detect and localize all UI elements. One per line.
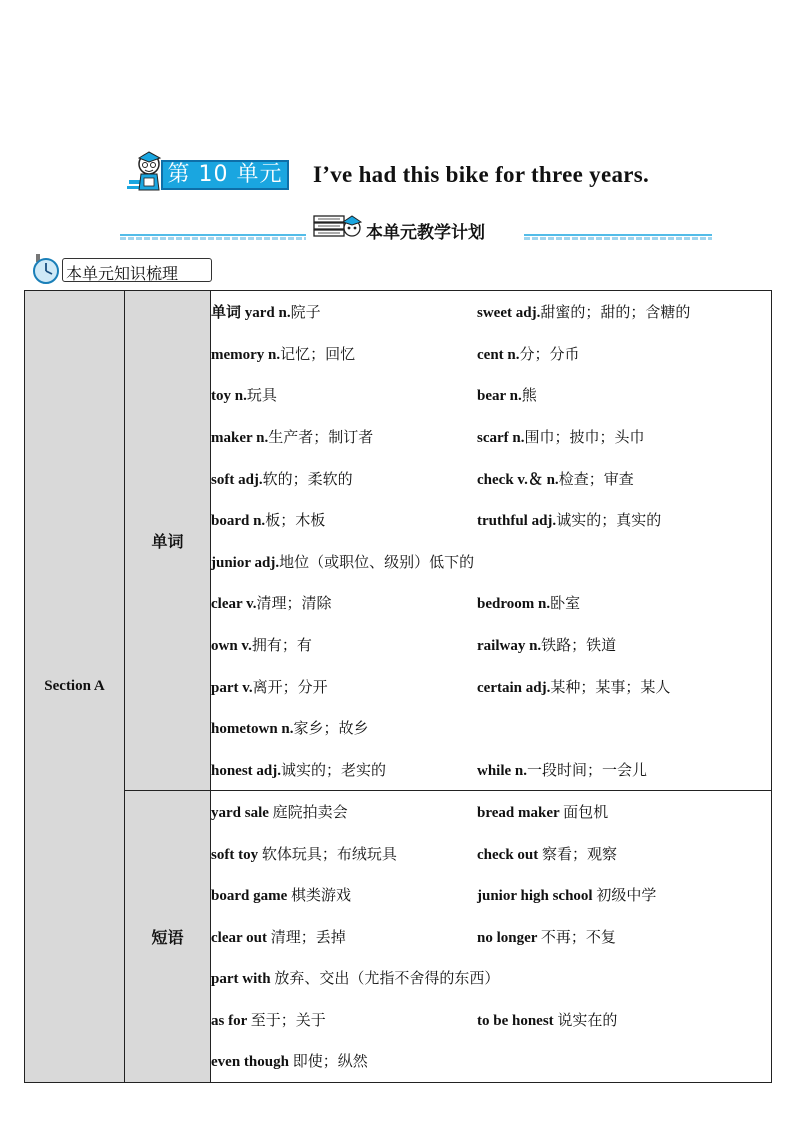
word-entry-left [211,717,477,738]
list-item [211,541,771,583]
entry-english: board game [211,888,291,905]
list-item [211,499,771,541]
entry-chinese: 初级中学 [596,886,657,905]
entry-chinese: 板；木板 [265,511,326,530]
word-entry-left [211,301,477,322]
entry-chinese: 至于；关于 [250,1010,326,1029]
list-item [211,833,771,875]
entry-chinese: 生产者；制订者 [268,428,374,447]
word-entry-right [477,384,537,405]
entry-english: bread maker [477,805,564,822]
entry-english: own v. [211,638,252,655]
vocabulary-table [24,290,772,1083]
list-item [211,374,771,416]
entry-english: truthful adj. [477,513,557,530]
entry-english: part with [211,971,275,988]
plan-banner [120,208,712,244]
plan-banner-title: 本单元教学计划 [366,223,485,243]
entry-english: railway n. [477,638,542,655]
word-entry-left [211,343,477,364]
entry-chinese: 诚实的；真实的 [556,511,662,530]
phrase-entry-right [477,926,616,947]
entry-chinese: 不再；不复 [540,927,616,946]
entry-chinese: 拥有；有 [251,636,312,655]
entry-english: sweet adj. [477,305,541,322]
entry-chinese: 院子 [290,303,321,322]
entry-chinese: 说实在的 [557,1010,618,1029]
entry-english: junior adj. [211,554,280,571]
banner-divider-right [524,234,712,240]
entry-chinese: 离开；分开 [252,677,328,696]
list-item [211,707,771,749]
entry-english: even though [211,1054,293,1071]
table-row-phrases [25,791,772,1083]
book-stack-icon [312,210,362,240]
entry-english: scarf n. [477,430,525,447]
list-item [211,749,771,791]
word-entry-left [211,676,477,697]
list-item [211,333,771,375]
phrase-entry-left [211,967,500,988]
entry-chinese: 即使；纵然 [292,1052,368,1071]
phrase-entry-left [211,1009,477,1030]
phrase-entry-right [477,843,617,864]
list-item [211,582,771,624]
word-entry-left [211,759,477,780]
entry-english: clear out [211,929,271,946]
entry-english: soft adj. [211,471,263,488]
entry-english: check out [477,846,542,863]
entry-chinese: 围巾；披巾；头巾 [524,428,645,447]
entry-chinese: 玩具 [246,386,277,405]
word-entry-right [477,759,647,780]
phrase-entry-right [477,884,656,905]
entry-english: check v.＆ n. [477,471,559,488]
entry-english: yard sale [211,805,273,822]
entry-english: to be honest [477,1012,558,1029]
entry-english: honest adj. [211,762,282,779]
entry-english: junior high school [477,888,597,905]
entry-chinese: 清理；丢掉 [270,927,346,946]
entry-chinese: 庭院拍卖会 [272,803,348,822]
entry-chinese: 一段时间；一会儿 [527,760,648,779]
entry-chinese: 家乡；故乡 [293,719,369,738]
entry-english: cent n. [477,346,520,363]
entry-chinese: 检查；审查 [558,469,634,488]
entry-english: bedroom n. [477,596,551,613]
knowledge-tab-label: 本单元知识梳理 [66,264,179,283]
phrase-entry-right [477,1009,617,1030]
phrase-entry-left [211,926,477,947]
word-entry-right [477,343,580,364]
entry-english: hometown n. [211,721,294,738]
entry-chinese: 棋类游戏 [291,886,352,905]
word-entry-right [477,676,670,697]
list-item [211,1040,771,1082]
entry-chinese: 卧室 [550,594,581,613]
phrases-list [211,791,772,1083]
entry-english: while n. [477,762,528,779]
entry-english: memory n. [211,346,281,363]
list-item [211,957,771,999]
word-entry-right [477,426,645,447]
word-entry-right [477,301,690,322]
phrase-entry-left [211,801,477,822]
entry-chinese: 某种；某事；某人 [550,677,671,696]
entry-chinese: 熊 [521,386,537,405]
word-entry-right [477,509,661,530]
list-item [211,457,771,499]
unit-title: I’ve had this bike for three years. [313,162,650,187]
entry-english: no longer [477,929,541,946]
word-entry-left [211,426,477,447]
list-item [211,874,771,916]
entry-chinese: 记忆；回忆 [280,344,356,363]
entry-english: clear v. [211,596,257,613]
word-entry-right [477,634,616,655]
word-entry-right [477,468,634,489]
words-list [211,291,772,791]
phrase-entry-right [477,801,608,822]
banner-divider-left [120,234,306,240]
entry-chinese: 铁路；铁道 [541,636,617,655]
entry-chinese: 清理；清除 [256,594,332,613]
list-item [211,999,771,1041]
entry-english: toy n. [211,388,247,405]
entry-english: board n. [211,513,266,530]
category-phrases: 短语 [125,791,211,1083]
table-row-words [25,291,772,791]
unit-header [127,150,727,200]
list-item [211,291,771,333]
word-entry-left [211,551,477,572]
entry-chinese: 分；分币 [519,344,580,363]
list-item [211,665,771,707]
entry-english: bear n. [477,388,522,405]
phrase-entry-left [211,1050,477,1071]
unit-badge: 第 10 单元 [161,160,289,190]
entry-english: certain adj. [477,679,551,696]
entry-chinese: 软体玩具；布绒玩具 [261,844,397,863]
list-item [211,416,771,458]
entry-chinese: 察看；观察 [542,844,618,863]
word-entry-left [211,468,477,489]
entry-chinese: 放弃、交出（尤指不舍得的东西） [274,969,500,988]
entry-chinese: 面包机 [563,803,609,822]
entry-english: maker n. [211,430,269,447]
entry-english: 单词 yard n. [211,305,291,322]
entry-english: soft toy [211,846,262,863]
word-entry-right [477,592,580,613]
section-label: Section A [25,291,125,1083]
word-entry-left [211,509,477,530]
clock-icon [30,252,64,286]
list-item [211,791,771,833]
entry-english: as for [211,1012,251,1029]
entry-chinese: 甜蜜的；甜的；含糖的 [540,303,691,322]
entry-chinese: 诚实的；老实的 [281,760,387,779]
entry-chinese: 地位（或职位、级别）低下的 [279,552,475,571]
word-entry-left [211,592,477,613]
list-item [211,916,771,958]
entry-english: part v. [211,679,253,696]
phrase-entry-left [211,843,477,864]
word-entry-left [211,384,477,405]
phrase-entry-left [211,884,477,905]
list-item [211,624,771,666]
word-entry-left [211,634,477,655]
category-words: 单词 [125,291,211,791]
entry-chinese: 软的；柔软的 [262,469,353,488]
knowledge-section-tab [30,252,214,286]
